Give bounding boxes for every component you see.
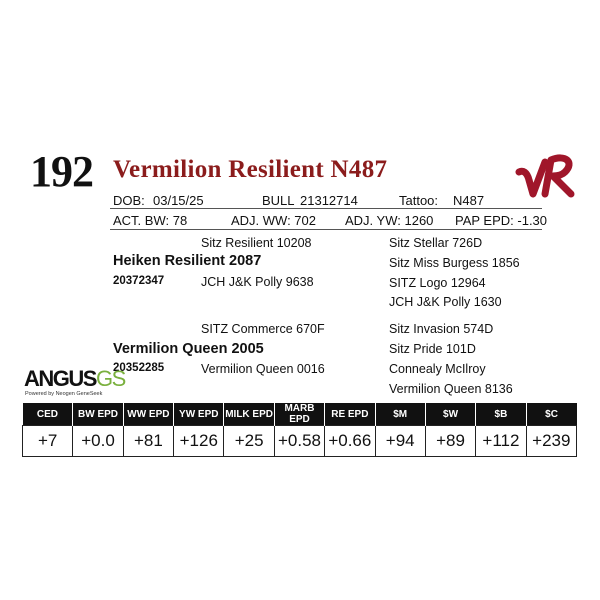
dam-sire: SITZ Commerce 670F [201, 322, 325, 336]
epd-header: $W [425, 403, 475, 426]
sire-dam: JCH J&K Polly 9638 [201, 275, 314, 289]
tattoo-value: N487 [453, 193, 485, 208]
epd-value: +94 [375, 426, 425, 457]
registration-number: 21312714 [300, 193, 358, 208]
animal-name: Vermilion Resilient N487 [113, 156, 388, 183]
angus-logo-tagline: Powered by Neogen GeneSeek [25, 391, 103, 397]
dam-dam-sire: Connealy McIlroy [389, 362, 486, 376]
epd-header: BW EPD [73, 403, 123, 426]
epd-value: +81 [123, 426, 173, 457]
adj-ww-wrap [231, 212, 316, 230]
epd-header-row [23, 403, 577, 426]
dam-sire-sire: Sitz Invasion 574D [389, 322, 494, 336]
epd-header: MILK EPD [224, 403, 274, 426]
sire-sire: Sitz Resilient 10208 [201, 236, 312, 250]
sire-registration: 20372347 [113, 275, 165, 287]
angus-gs-logo [24, 366, 125, 392]
dam-name: Vermilion Queen 2005 [113, 341, 264, 357]
epd-header: YW EPD [174, 403, 224, 426]
epd-header: MARB EPD [274, 403, 324, 426]
act-bw: ACT. BW: 78 [113, 213, 188, 228]
sex-label: BULL [262, 193, 295, 208]
tattoo-label: Tattoo: [399, 193, 439, 208]
epd-value-row [23, 426, 577, 457]
adj-yw-wrap [345, 212, 433, 230]
sire-sire-dam: Sitz Miss Burgess 1856 [389, 256, 520, 270]
epd-value: +126 [174, 426, 224, 457]
epd-header: CED [23, 403, 73, 426]
angus-logo-suffix: GS [95, 366, 125, 391]
act-bw-wrap [113, 212, 187, 230]
epd-value: +7 [23, 426, 73, 457]
pap-epd-wrap [455, 212, 547, 230]
angus-logo-main: ANGUS [24, 366, 96, 391]
epd-value: +239 [526, 426, 576, 457]
epd-table [22, 403, 577, 457]
divider-line-2 [110, 229, 542, 230]
divider-line [110, 208, 542, 209]
sire-sire-sire: Sitz Stellar 726D [389, 236, 483, 250]
vr-brand-logo [515, 150, 577, 200]
lot-number: 192 [30, 147, 93, 196]
adj-ww: ADJ. WW: 702 [231, 213, 317, 228]
epd-value: +0.66 [325, 426, 375, 457]
dob-label: DOB: [113, 193, 145, 208]
sire-dam-sire: SITZ Logo 12964 [389, 276, 486, 290]
dam-registration: 20352285 [113, 362, 165, 374]
epd-value: +0.58 [274, 426, 324, 457]
epd-header: $B [476, 403, 526, 426]
dam-dam-dam: Vermilion Queen 8136 [389, 382, 513, 396]
dam-dam: Vermilion Queen 0016 [201, 362, 325, 376]
epd-value: +89 [425, 426, 475, 457]
epd-value: +0.0 [73, 426, 123, 457]
sire-dam-dam: JCH J&K Polly 1630 [389, 295, 502, 309]
epd-header: RE EPD [325, 403, 375, 426]
dam-sire-dam: Sitz Pride 101D [389, 342, 476, 356]
epd-header: $M [375, 403, 425, 426]
epd-header: WW EPD [123, 403, 173, 426]
dob-value: 03/15/25 [153, 193, 204, 208]
epd-value: +112 [476, 426, 526, 457]
sire-name: Heiken Resilient 2087 [113, 253, 262, 269]
pap-epd: PAP EPD: -1.30 [455, 213, 548, 228]
epd-value: +25 [224, 426, 274, 457]
adj-yw: ADJ. YW: 1260 [345, 213, 434, 228]
epd-header: $C [526, 403, 576, 426]
